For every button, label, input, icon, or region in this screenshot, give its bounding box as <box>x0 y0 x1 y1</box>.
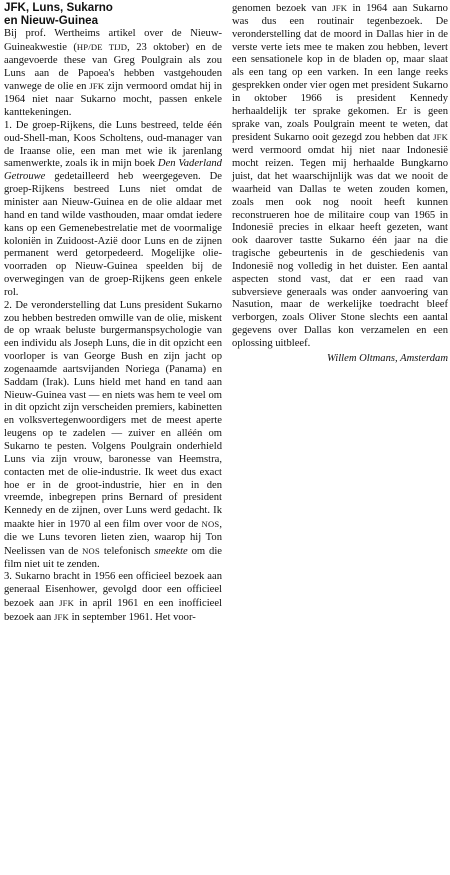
abbr-jfk: JFK <box>59 598 75 609</box>
emphasis-smeekte: smeekte <box>154 545 188 557</box>
abbr-jfk: JFK <box>332 3 348 13</box>
point-3-paragraph-start <box>4 571 222 624</box>
point-2-text-c: telefonisch <box>99 545 155 557</box>
abbr-jfk: JFK <box>89 81 105 92</box>
intro-paragraph <box>4 28 222 120</box>
abbr-nos: NOS <box>82 545 100 556</box>
title-line-2: en Nieuw-Guinea <box>4 13 99 27</box>
intro-text-a: Bij prof. Wertheims artikel over de Nieuw-Guineakwestie ( <box>4 28 222 53</box>
title-line-1: JFK, Luns, Sukarno <box>4 1 113 14</box>
intro-text-b: , 23 oktober) en de aangevoerde these van Greg Poulgrain als zou Luns aan de Papoea's hebben vastgehouden vanwege de olie en <box>4 41 222 93</box>
point-3-text-a: 3. Sukarno bracht in 1956 een officieel bezoek aan generaal Eisenhower, gevolgd door een officieel bezoek aan <box>4 571 222 610</box>
point-1-text-b: gedetailleerd heb weergegeven. De groep-Rijkens bestreed Luns niet omdat de minister aan Nieuw-Guinea en de olie aldaar met hand en tand wilde vasthouden, maar omdat iedere kans op een Gemenebestrelatie met de voormalige koloniën in Zuidoost-Azië door Luns en de zijnen permanent werd getorpedeerd. Mogelijke olie-voorraden op Nieuw-Guinea speelden bij de overwegingen van de groep-Rijkens geen enkele rol. <box>4 171 222 298</box>
point-3-text-d: in 1964 aan Sukarno was dus een routinair tegenbezoek. De veronderstelling dat de moord in Dallas hier in de verste verte iets mee te maken zou hebben, levert een sensationele kop in de bladen op, maar slaat als een tang op een varken. In een lange reeks gesprekken onder vier ogen met president Sukarno in oktober 1966 is president Kennedy herhaaldelijk ter sprake gekomen. Er is geen sprake van, zoals Poulgrain meent te weten, dat president Sukarno ooit gezegd zou hebben dat <box>232 3 448 144</box>
point-3-text-c: in september 1961. Het voor- <box>68 611 196 623</box>
article-title <box>4 2 222 27</box>
point-1-text-a: 1. De groep-Rijkens, die Luns bestreed, telde één oud-Shell-man, Koos Scholtens, oud-manager van de Iraanse olie, een man met wie ik jarenlang samenwerkte, zoals ik in mijn boek <box>4 119 222 170</box>
point-2-text-d: om die film niet uit te zenden. <box>4 545 223 570</box>
point-3-text-e: werd vermoord omdat hij niet naar Indonesië mocht reizen. Tegen mij herhaalde Bungkarno juist, dat het waarschijnlijk was dat we nooit de waarheid van Dallas te weten zouden komen, zoals men ook nog nooit heeft kunnen reconstrueren hoe de militaire coup van 1965 in Indonesië precies in elkaar heeft gezeten, want ook daarover tastte Sukarno één jaar na die tragische gebeurtenis in de geschiedenis van Indonesië nog volledig in het duister. Een aantal aspecten stond vast, dat er een raad van subversieve generaals was onder aanvoering van Nasution, maar de werkelijke toedracht bleef verborgen, zoals Oliver Stone slechts een aantal gegevens over Dallas kon verzamelen en een oplossing uitbleef. <box>232 145 448 349</box>
right-column <box>232 2 448 366</box>
point-2-text-b: , die we Luns tevoren lieten zien, waarop hij Ton Neelissen van de <box>4 519 222 557</box>
abbr-jfk: JFK <box>433 132 448 143</box>
letter-page <box>4 2 448 872</box>
abbr-jfk: JFK <box>54 611 69 622</box>
signature: Willem Oltmans, Amsterdam <box>327 352 448 364</box>
point-3-paragraph-continued <box>232 2 448 351</box>
abbr-nos: NOS <box>201 519 220 530</box>
point-3-text-c-continued: genomen bezoek van <box>232 3 333 14</box>
point-1-paragraph <box>4 120 222 300</box>
source-hp-de-tijd: HP/DE TIJD <box>76 41 128 52</box>
left-column <box>4 2 222 625</box>
point-3-text-b: in april 1961 en een inofficieel bezoek aan <box>4 598 222 623</box>
point-2-paragraph <box>4 300 222 572</box>
intro-text-c: zijn vermoord omdat hij in 1964 niet naar Sukarno mocht, passen enkele kanttekeningen. <box>4 81 223 119</box>
point-2-text-a: 2. De veronderstelling dat Luns president Sukarno zou hebben bestreden omwille van de olie, miskent de op wraak beluste burgermanspsychologie van een individu als Joseph Luns, die in dit opzicht een voorloper is van George Bush en zijn jacht op zogenaamde aartsvijanden Noriega (Panama) en Saddam (Irak). Luns hield met hand en tand aan Nieuw-Guinea vast — en niets was hem te veel om in dit opzicht zijn verscheiden premiers, kabinetten en volksvertegenwoordigers met de meest aperte leugens op te zadelen — zuiver en alléén om Sukarno te pesten. Volgens Poulgrain onderhield Luns via zijn vrouw, baronesse van Heemstra, contacten met de olie-industrie. Ik weet dus exact hoe er in de groot-industrie, hier en in den vreemde, inbegrepen prins Bernard of president Kennedy en de zijnen, over Luns werd gedacht. Ik maakte hier in 1970 al een film over voor de <box>4 299 222 531</box>
book-title: Den Vaderland Getrouwe <box>4 158 222 183</box>
